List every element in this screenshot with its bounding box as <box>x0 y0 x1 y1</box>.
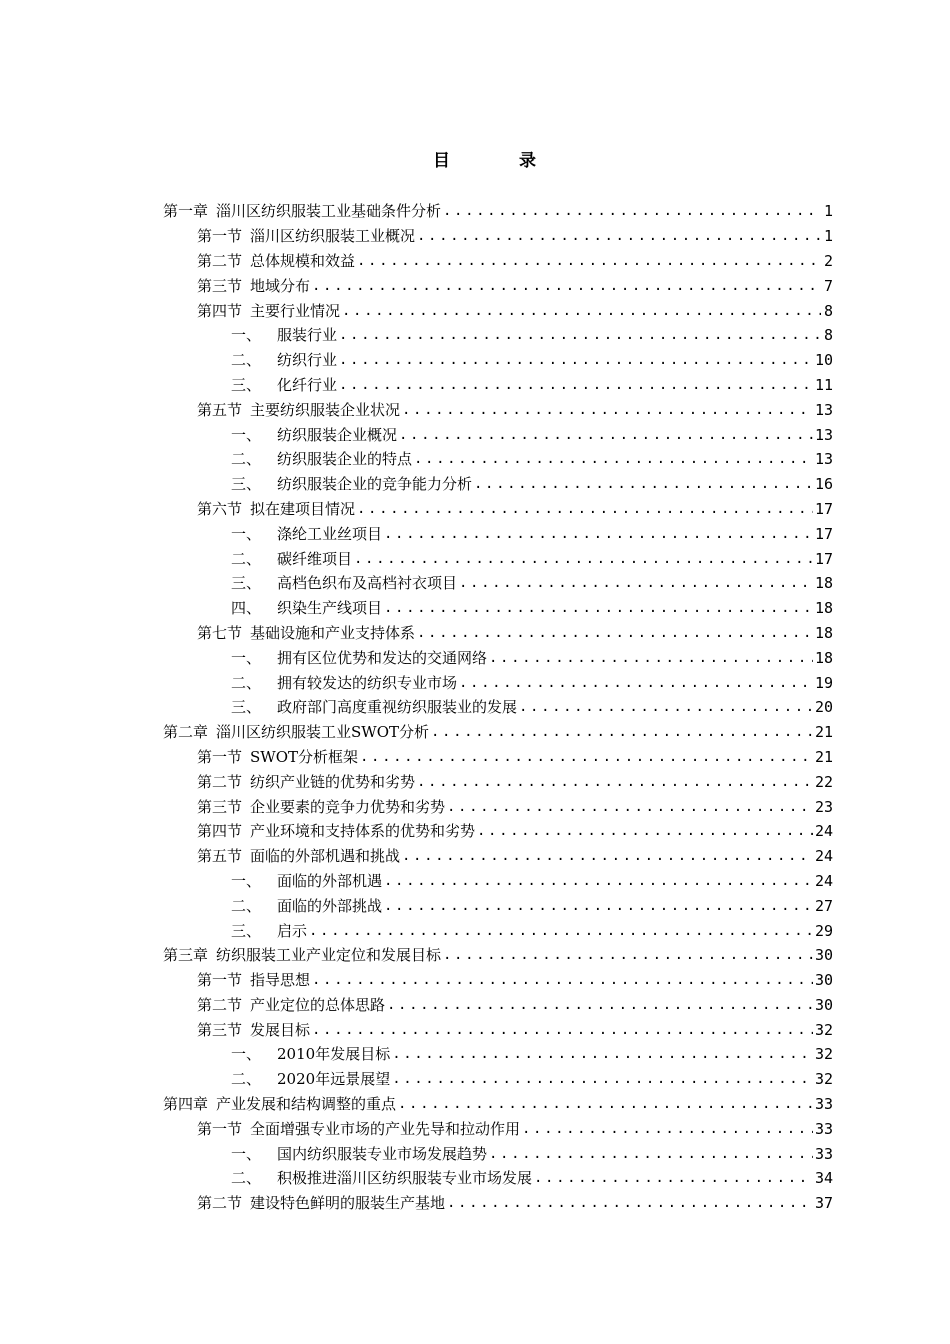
toc-entry-page: 30 <box>814 995 833 1014</box>
toc-entry[interactable] <box>0 397 833 422</box>
toc-dot-leader <box>384 522 813 546</box>
toc-entry-page: 33 <box>814 1119 833 1138</box>
toc-entry-title: 淄川区纺织服装工业SWOT分析 <box>216 723 430 742</box>
toc-entry-page: 8 <box>823 326 833 345</box>
toc-entry-page: 30 <box>814 946 833 965</box>
toc-dot-leader <box>519 695 813 719</box>
toc-entry-number: 第二节 <box>197 1194 243 1213</box>
toc-dot-leader <box>360 745 813 769</box>
toc-entry-title: 发展目标 <box>250 1020 311 1039</box>
toc-entry-number: 第五节 <box>197 400 243 419</box>
toc-entry-page: 20 <box>814 698 833 717</box>
toc-entry-number: 一、 <box>231 425 262 444</box>
toc-entry-number: 一、 <box>231 1144 262 1163</box>
toc-entry-number: 第三节 <box>197 276 243 295</box>
toc-entry-number: 第六节 <box>197 499 243 518</box>
toc-dot-leader <box>309 919 813 943</box>
toc-entry-page: 29 <box>814 921 833 940</box>
toc-entry-page: 32 <box>814 1020 833 1039</box>
toc-entry-title: 服装行业 <box>277 326 338 345</box>
toc-entry[interactable] <box>0 670 833 695</box>
toc-entry-page: 33 <box>814 1095 833 1114</box>
toc-dot-leader <box>387 993 813 1017</box>
toc-entry-title: 指导思想 <box>250 971 311 990</box>
toc-entry-page: 11 <box>814 375 833 394</box>
toc-entry[interactable] <box>0 695 833 720</box>
toc-dot-leader <box>431 720 813 744</box>
toc-entry[interactable] <box>0 521 833 546</box>
toc-dot-leader <box>417 770 813 794</box>
toc-dot-leader <box>339 348 813 372</box>
toc-entry-page: 17 <box>814 549 833 568</box>
toc-entry-title: 面临的外部挑战 <box>277 896 383 915</box>
toc-entry-number: 第四节 <box>197 301 243 320</box>
toc-entry[interactable] <box>0 819 833 844</box>
toc-entry-number: 四、 <box>231 599 262 618</box>
toc-dot-leader <box>342 299 821 323</box>
toc-entry-page: 2 <box>823 251 833 270</box>
toc-entry-page: 7 <box>823 276 833 295</box>
toc-entry-title: 面临的外部机遇和挑战 <box>250 847 401 866</box>
toc-entry-page: 17 <box>814 499 833 518</box>
toc-entry[interactable] <box>0 249 833 274</box>
toc-entry-number: 三、 <box>231 375 262 394</box>
toc-entry-number: 第四章 <box>163 1095 209 1114</box>
toc-dot-leader <box>417 621 813 645</box>
toc-entry-title: 高档色织布及高档衬衣项目 <box>277 574 458 593</box>
toc-entry[interactable] <box>0 273 833 298</box>
toc-entry[interactable] <box>0 1017 833 1042</box>
toc-entry-number: 一、 <box>231 524 262 543</box>
toc-dot-leader <box>398 1092 813 1116</box>
toc-entry[interactable] <box>0 596 833 621</box>
toc-entry-title: 地域分布 <box>250 276 311 295</box>
toc-entry-title: 纺织行业 <box>277 351 338 370</box>
toc-entry[interactable] <box>0 199 833 224</box>
toc-dot-leader <box>447 795 813 819</box>
toc-dot-leader <box>357 497 813 521</box>
toc-entry-number: 二、 <box>231 896 262 915</box>
toc-entry[interactable] <box>0 794 833 819</box>
toc-entry-number: 一、 <box>231 326 262 345</box>
toc-entry-page: 18 <box>814 648 833 667</box>
toc-entry-title: 全面增强专业市场的产业先导和拉动作用 <box>250 1119 521 1138</box>
toc-entry-page: 23 <box>814 797 833 816</box>
toc-entry[interactable] <box>0 1191 833 1216</box>
toc-entry-number: 第二节 <box>197 995 243 1014</box>
toc-entry-page: 18 <box>814 623 833 642</box>
toc-dot-leader <box>384 894 813 918</box>
toc-entry-title: SWOT分析框架 <box>250 747 359 766</box>
toc-dot-leader <box>312 1018 813 1042</box>
toc-dot-leader <box>414 447 813 471</box>
toc-entry-page: 13 <box>814 450 833 469</box>
toc-dot-leader <box>384 596 813 620</box>
toc-entry[interactable] <box>0 893 833 918</box>
toc-entry-title: 启示 <box>277 921 308 940</box>
toc-entry-page: 10 <box>814 351 833 370</box>
toc-entry-page: 18 <box>814 599 833 618</box>
toc-entry-page: 37 <box>814 1194 833 1213</box>
toc-dot-leader <box>402 844 813 868</box>
toc-entry-page: 32 <box>814 1045 833 1064</box>
toc-entry-title: 2020年远景展望 <box>277 1070 391 1089</box>
toc-entry-number: 二、 <box>231 450 262 469</box>
toc-entry-number: 一、 <box>231 871 262 890</box>
toc-entry-title: 建设特色鲜明的服装生产基地 <box>250 1194 446 1213</box>
toc-entry[interactable] <box>0 546 833 571</box>
toc-entry-number: 三、 <box>231 698 262 717</box>
toc-entry[interactable] <box>0 348 833 373</box>
toc-entry-title: 总体规模和效益 <box>250 251 356 270</box>
toc-entry-page: 24 <box>814 822 833 841</box>
toc-dot-leader <box>459 571 813 595</box>
toc-entry[interactable] <box>0 224 833 249</box>
toc-entry-page: 24 <box>814 871 833 890</box>
toc-dot-leader <box>339 373 813 397</box>
toc-entry[interactable] <box>0 323 833 348</box>
toc-entry-page: 32 <box>814 1070 833 1089</box>
toc-entry[interactable] <box>0 373 833 398</box>
toc-entry-title: 国内纺织服装专业市场发展趋势 <box>277 1144 488 1163</box>
toc-entry-title: 纺织服装企业的特点 <box>277 450 413 469</box>
toc-entry-title: 产业发展和结构调整的重点 <box>216 1095 397 1114</box>
toc-entry[interactable] <box>0 844 833 869</box>
toc-dot-leader <box>357 249 821 273</box>
toc-entry-title: 企业要素的竞争力优势和劣势 <box>250 797 446 816</box>
toc-entry[interactable] <box>0 745 833 770</box>
toc-entry-title: 纺织服装工业产业定位和发展目标 <box>216 946 442 965</box>
toc-entry[interactable] <box>0 918 833 943</box>
toc-dot-leader <box>402 398 813 422</box>
toc-entry-page: 21 <box>814 747 833 766</box>
toc-entry-title: 涤纶工业丝项目 <box>277 524 383 543</box>
toc-entry-number: 三、 <box>231 921 262 940</box>
toc-entry[interactable] <box>0 447 833 472</box>
toc-entry-page: 8 <box>823 301 833 320</box>
toc-entry[interactable] <box>0 497 833 522</box>
toc-entry-title: 纺织服装企业的竞争能力分析 <box>277 475 473 494</box>
toc-dot-leader <box>447 1191 813 1215</box>
toc-entry-page: 22 <box>814 772 833 791</box>
toc-entry-page: 1 <box>823 227 833 246</box>
toc-dot-leader <box>339 323 821 347</box>
toc-entry-title: 拥有较发达的纺织专业市场 <box>277 673 458 692</box>
toc-entry-title: 织染生产线项目 <box>277 599 383 618</box>
toc-dot-leader <box>443 199 821 223</box>
toc-entry-number: 三、 <box>231 475 262 494</box>
toc-entry-title: 主要行业情况 <box>250 301 341 320</box>
toc-entry-number: 第一节 <box>197 1119 243 1138</box>
toc-entry-number: 第一节 <box>197 747 243 766</box>
toc-entry-number: 第四节 <box>197 822 243 841</box>
toc-entry-page: 13 <box>814 400 833 419</box>
toc-entry-title: 积极推进淄川区纺织服装专业市场发展 <box>277 1169 533 1188</box>
toc-entry[interactable] <box>0 1116 833 1141</box>
toc-entry-number: 二、 <box>231 1070 262 1089</box>
toc-entry[interactable] <box>0 571 833 596</box>
toc-entry[interactable] <box>0 472 833 497</box>
toc-entry[interactable] <box>0 1141 833 1166</box>
toc-entry-number: 第二节 <box>197 772 243 791</box>
toc-dot-leader <box>459 671 813 695</box>
toc-entry-page: 34 <box>814 1169 833 1188</box>
toc-dot-leader <box>399 423 813 447</box>
toc-dot-leader <box>312 968 813 992</box>
toc-entry-title: 产业环境和支持体系的优势和劣势 <box>250 822 476 841</box>
toc-entry-title: 主要纺织服装企业状况 <box>250 400 401 419</box>
toc-entry-number: 第三章 <box>163 946 209 965</box>
toc-dot-leader <box>534 1166 813 1190</box>
toc-entry-title: 纺织产业链的优势和劣势 <box>250 772 416 791</box>
toc-entry-number: 第三节 <box>197 797 243 816</box>
toc-entry-number: 第三节 <box>197 1020 243 1039</box>
toc-dot-leader <box>474 472 813 496</box>
toc-entry[interactable] <box>0 1092 833 1117</box>
toc-entry-page: 16 <box>814 475 833 494</box>
toc-dot-leader <box>392 1042 813 1066</box>
toc-entry[interactable] <box>0 298 833 323</box>
toc-entry-title: 基础设施和产业支持体系 <box>250 623 416 642</box>
toc-entry-number: 二、 <box>231 673 262 692</box>
toc-entry-title: 拥有区位优势和发达的交通网络 <box>277 648 488 667</box>
toc-entry-number: 三、 <box>231 574 262 593</box>
toc-entry-title: 碳纤维项目 <box>277 549 353 568</box>
toc-dot-leader <box>392 1067 813 1091</box>
toc-entry-page: 27 <box>814 896 833 915</box>
toc-dot-leader <box>384 869 813 893</box>
toc-entry-title: 产业定位的总体思路 <box>250 995 386 1014</box>
toc-dot-leader <box>417 224 821 248</box>
toc-dot-leader <box>354 547 813 571</box>
toc-entry-title: 拟在建项目情况 <box>250 499 356 518</box>
toc-entry-number: 一、 <box>231 648 262 667</box>
toc-entry[interactable] <box>0 1042 833 1067</box>
toc-entry[interactable] <box>0 993 833 1018</box>
toc-entry-number: 第二章 <box>163 723 209 742</box>
toc-dot-leader <box>443 943 813 967</box>
toc-entry-number: 一、 <box>231 1045 262 1064</box>
toc-entry[interactable] <box>0 869 833 894</box>
toc-entry-title: 2010年发展目标 <box>277 1045 391 1064</box>
toc-entry-title: 面临的外部机遇 <box>277 871 383 890</box>
toc-entry-title: 淄川区纺织服装工业基础条件分析 <box>216 202 442 221</box>
toc-entry-title: 化纤行业 <box>277 375 338 394</box>
toc-entry-title: 淄川区纺织服装工业概况 <box>250 227 416 246</box>
toc-entry-number: 二、 <box>231 351 262 370</box>
toc-entry-page: 19 <box>814 673 833 692</box>
toc-entry[interactable] <box>0 943 833 968</box>
toc-entry[interactable] <box>0 1067 833 1092</box>
toc-entry-page: 21 <box>814 723 833 742</box>
toc-dot-leader <box>477 819 813 843</box>
toc-entry-page: 18 <box>814 574 833 593</box>
toc-entry-number: 第一章 <box>163 202 209 221</box>
toc-entry-number: 第一节 <box>197 227 243 246</box>
toc-dot-leader <box>489 1142 813 1166</box>
toc-entry[interactable] <box>0 720 833 745</box>
toc-entry[interactable] <box>0 645 833 670</box>
toc-entry[interactable] <box>0 621 833 646</box>
toc-dot-leader <box>489 646 813 670</box>
toc-entry-page: 24 <box>814 847 833 866</box>
toc-entry[interactable] <box>0 1166 833 1191</box>
toc-entry[interactable] <box>0 422 833 447</box>
toc-entry-number: 第七节 <box>197 623 243 642</box>
toc-entry-page: 30 <box>814 971 833 990</box>
toc-entry-number: 第二节 <box>197 251 243 270</box>
toc-entry-number: 二、 <box>231 549 262 568</box>
toc-entry-page: 17 <box>814 524 833 543</box>
toc-entry-number: 第五节 <box>197 847 243 866</box>
toc-entry-title: 纺织服装企业概况 <box>277 425 398 444</box>
toc-entry-number: 二、 <box>231 1169 262 1188</box>
toc-dot-leader <box>522 1117 813 1141</box>
toc-entry[interactable] <box>0 769 833 794</box>
toc-title: 目 录 <box>433 151 562 171</box>
toc-entry[interactable] <box>0 968 833 993</box>
toc-entry-page: 1 <box>823 202 833 221</box>
toc-entry-title: 政府部门高度重视纺织服装业的发展 <box>277 698 518 717</box>
toc-entry-number: 第一节 <box>197 971 243 990</box>
toc-entry-page: 13 <box>814 425 833 444</box>
table-of-contents <box>0 199 950 1216</box>
toc-entry-page: 33 <box>814 1144 833 1163</box>
toc-dot-leader <box>312 274 821 298</box>
